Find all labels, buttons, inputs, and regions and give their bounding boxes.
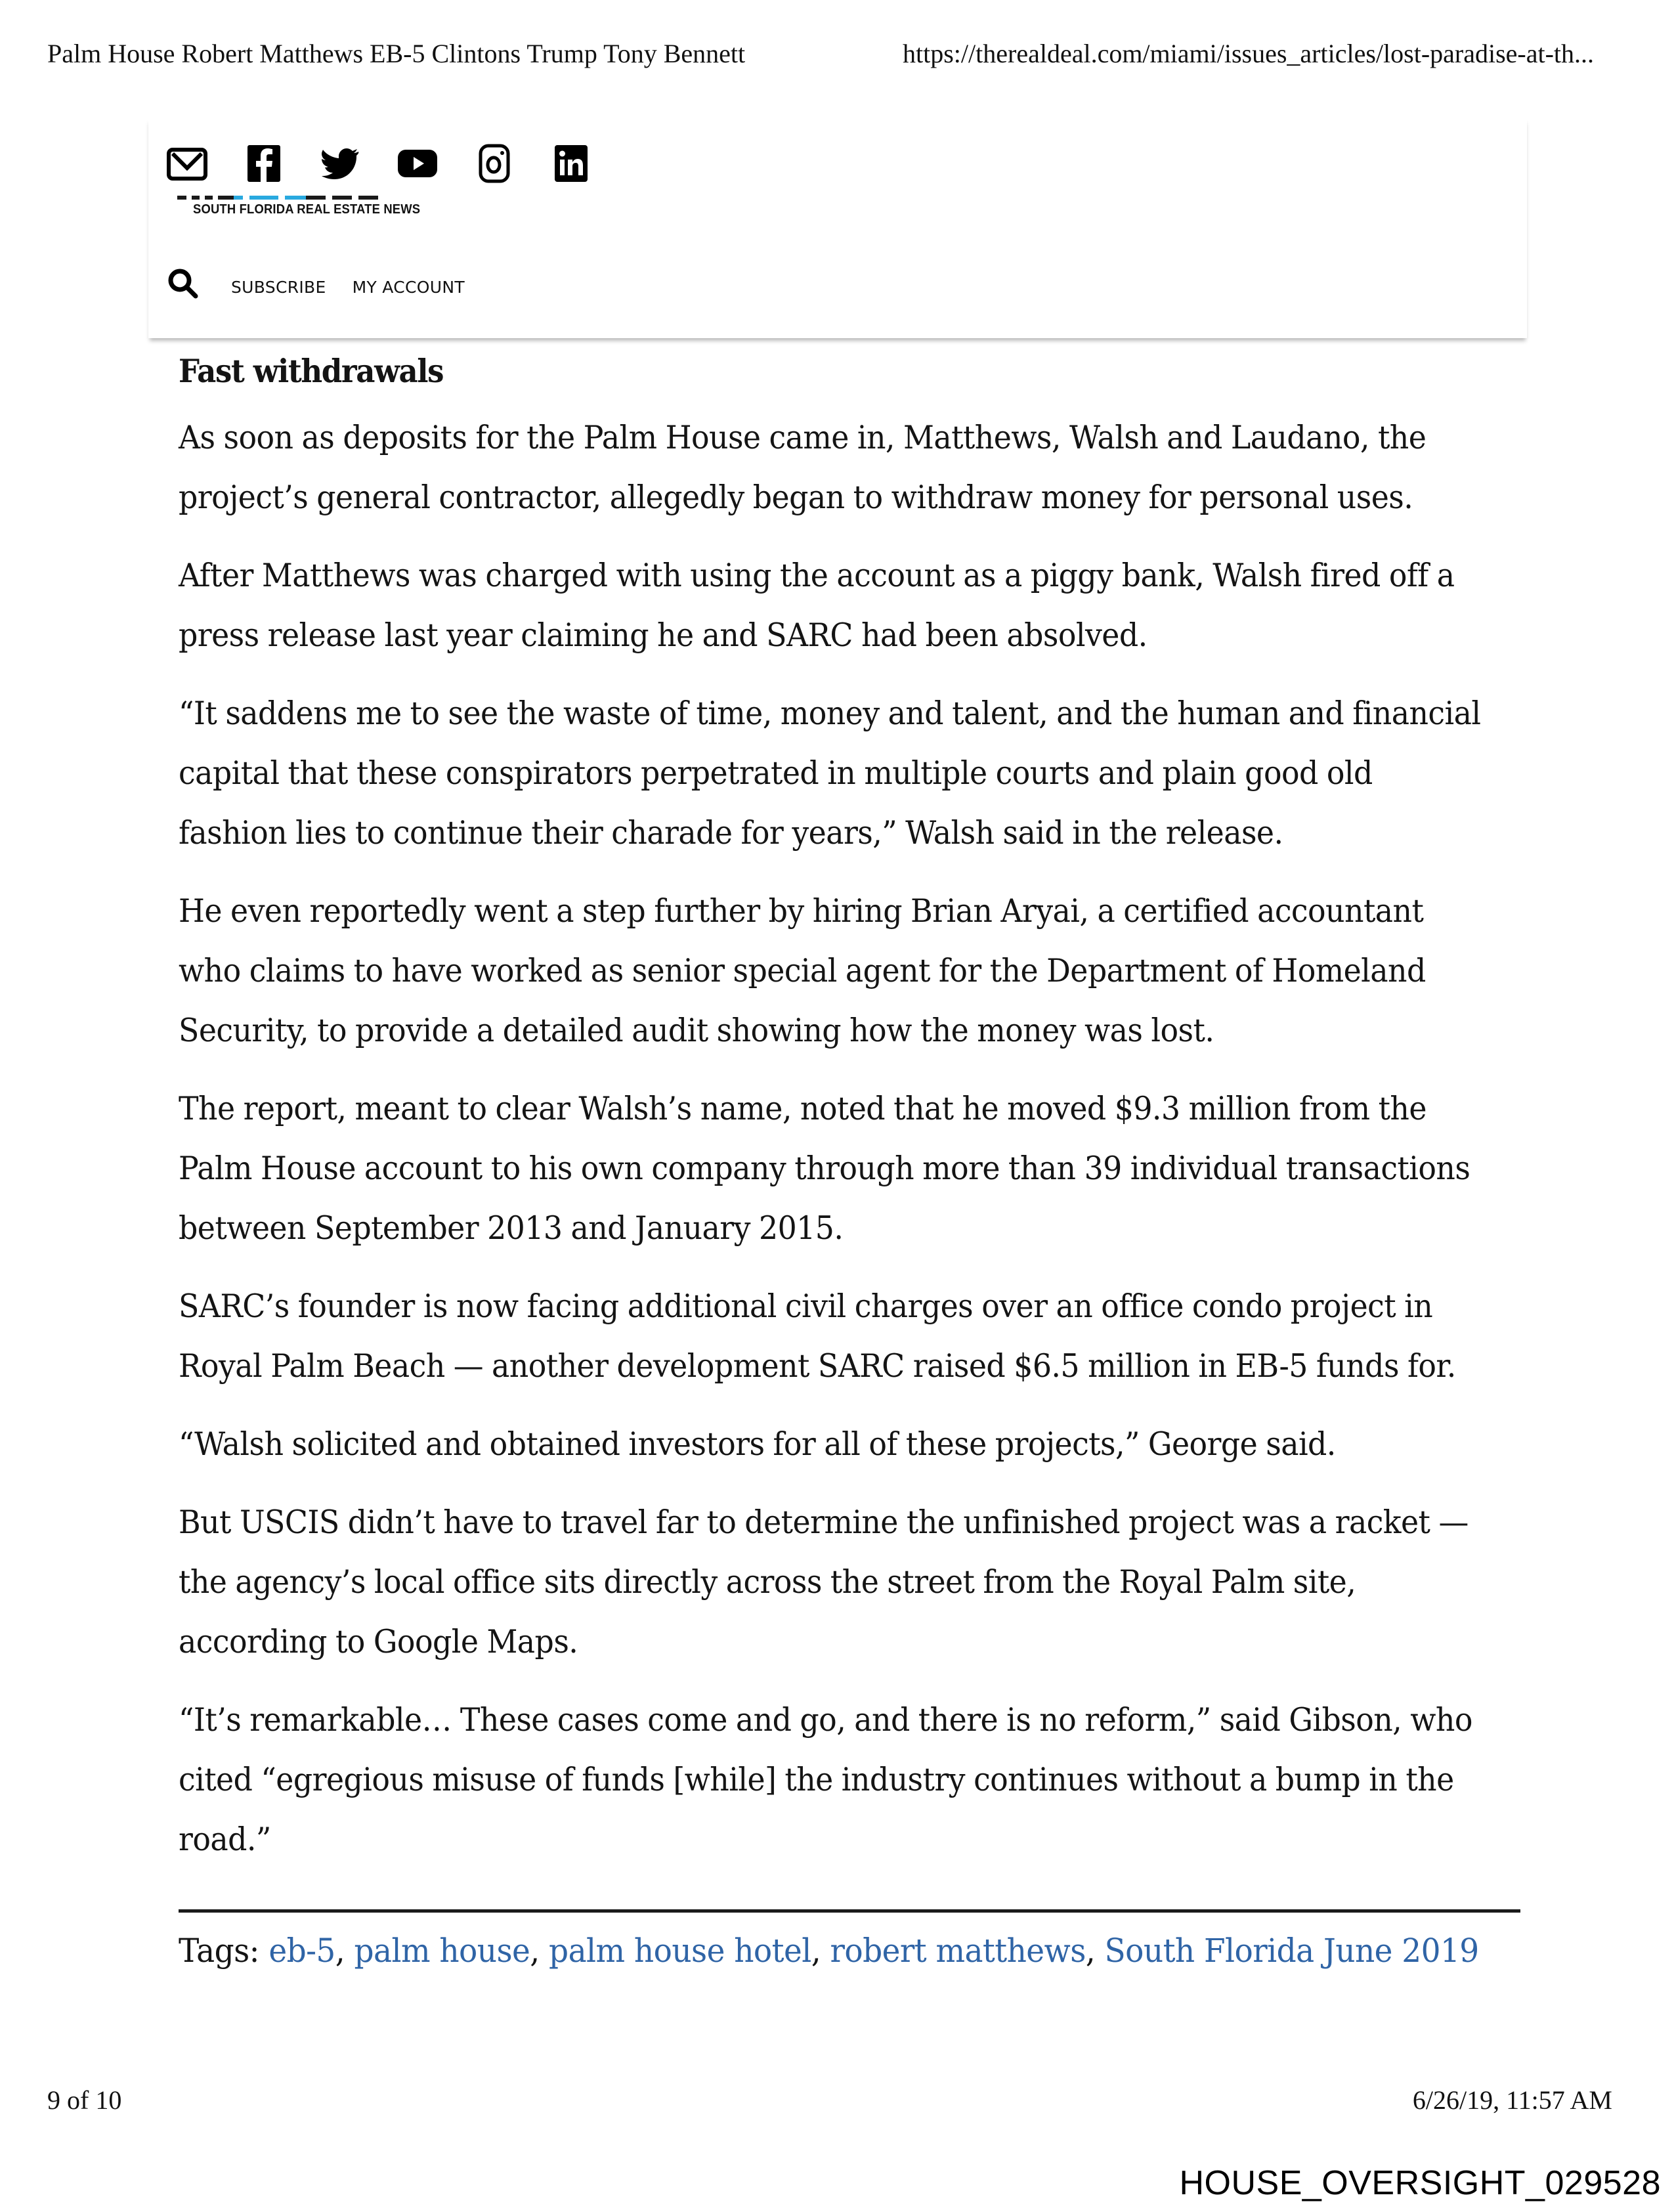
search-icon[interactable] [165, 266, 201, 301]
page-number: 9 of 10 [47, 2085, 122, 2115]
article-paragraph: “Walsh solicited and obtained investors for all of these projects,” George said. [179, 1425, 1336, 1463]
tag-link-eb-5[interactable]: eb-5 [268, 1932, 335, 1970]
print-datetime: 6/26/19, 11:57 AM [1412, 2085, 1612, 2115]
article-paragraph: SARC’s founder is now facing additional civil charges over an office condo project in Royal Palm Beach — another development SARC raised $6.5 million in EB-5 funds for. [179, 1287, 1456, 1385]
email-icon[interactable] [167, 143, 207, 184]
section-heading: Fast withdrawals [179, 352, 444, 390]
subscribe-link[interactable]: SUBSCRIBE [231, 277, 326, 297]
print-page-title: Palm House Robert Matthews EB-5 Clintons Trump Tony Bennett [47, 39, 746, 68]
tags-label: Tags: [179, 1932, 269, 1970]
article-paragraph: “It’s remarkable… These cases come and go, and there is no reform,” said Gibson, who cited “egregious misuse of funds [while] the industry continues without a bump in the road.” [179, 1701, 1472, 1858]
article-paragraph: “It saddens me to see the waste of time, money and talent, and the human and financial capital that these conspirators perpetrated in multiple courts and plain good old fashion lies to continue their charade for years,” Walsh said in the release. [179, 694, 1481, 852]
print-header [47, 38, 1627, 71]
facebook-icon[interactable] [244, 143, 284, 184]
tag-separator: , [335, 1932, 354, 1970]
article-paragraph: The report, meant to clear Walsh’s name, noted that he moved $9.3 million from the Palm House account to his own company through more than 39 individual transactions between September 2013 and January 2015. [179, 1089, 1470, 1247]
linkedin-icon[interactable] [551, 143, 591, 184]
bates-stamp: HOUSE_OVERSIGHT_029528 [1179, 2164, 1661, 2202]
article-body [179, 341, 1498, 1869]
header-nav [165, 264, 465, 303]
tag-separator: , [1085, 1932, 1105, 1970]
my-account-link[interactable]: MY ACCOUNT [352, 277, 465, 297]
twitter-icon[interactable] [320, 143, 361, 184]
article-paragraph: He even reportedly went a step further by hiring Brian Aryai, a certified accountant who claims to have worked as senior special agent for the Department of Homeland Security, to provide a detailed audit showing how the money was lost. [179, 892, 1426, 1049]
article-paragraph: As soon as deposits for the Palm House came in, Matthews, Walsh and Laudano, the project’s general contractor, allegedly began to withdraw money for personal uses. [179, 418, 1427, 516]
instagram-icon[interactable] [474, 143, 515, 184]
logo-tagline: SOUTH FLORIDA REAL ESTATE NEWS [193, 202, 421, 217]
social-links [167, 143, 628, 184]
tag-link-palm-house-hotel[interactable]: palm house hotel [549, 1932, 811, 1970]
youtube-icon[interactable] [397, 143, 438, 184]
tags-divider [179, 1909, 1520, 1913]
tag-separator: , [811, 1932, 830, 1970]
tag-link-south-florida-june-2019[interactable]: South Florida June 2019 [1104, 1932, 1479, 1970]
article-paragraph: After Matthews was charged with using the account as a piggy bank, Walsh fired off a press release last year claiming he and SARC had been absolved. [179, 556, 1455, 654]
tag-link-robert-matthews[interactable]: robert matthews [830, 1932, 1086, 1970]
site-logo[interactable] [177, 190, 479, 223]
logo-wordmark-dashes [177, 196, 479, 200]
article-tags [179, 1932, 1479, 1970]
site-header [148, 118, 1527, 338]
article-paragraph: But USCIS didn’t have to travel far to determine the unfinished project was a racket — the agency’s local office sits directly across the street from the Royal Palm site, according to Google Maps. [179, 1503, 1469, 1660]
tag-link-palm-house[interactable]: palm house [354, 1932, 530, 1970]
tag-separator: , [530, 1932, 549, 1970]
print-page-url: https://therealdeal.com/miami/issues_articles/lost-paradise-at-th... [903, 39, 1595, 68]
